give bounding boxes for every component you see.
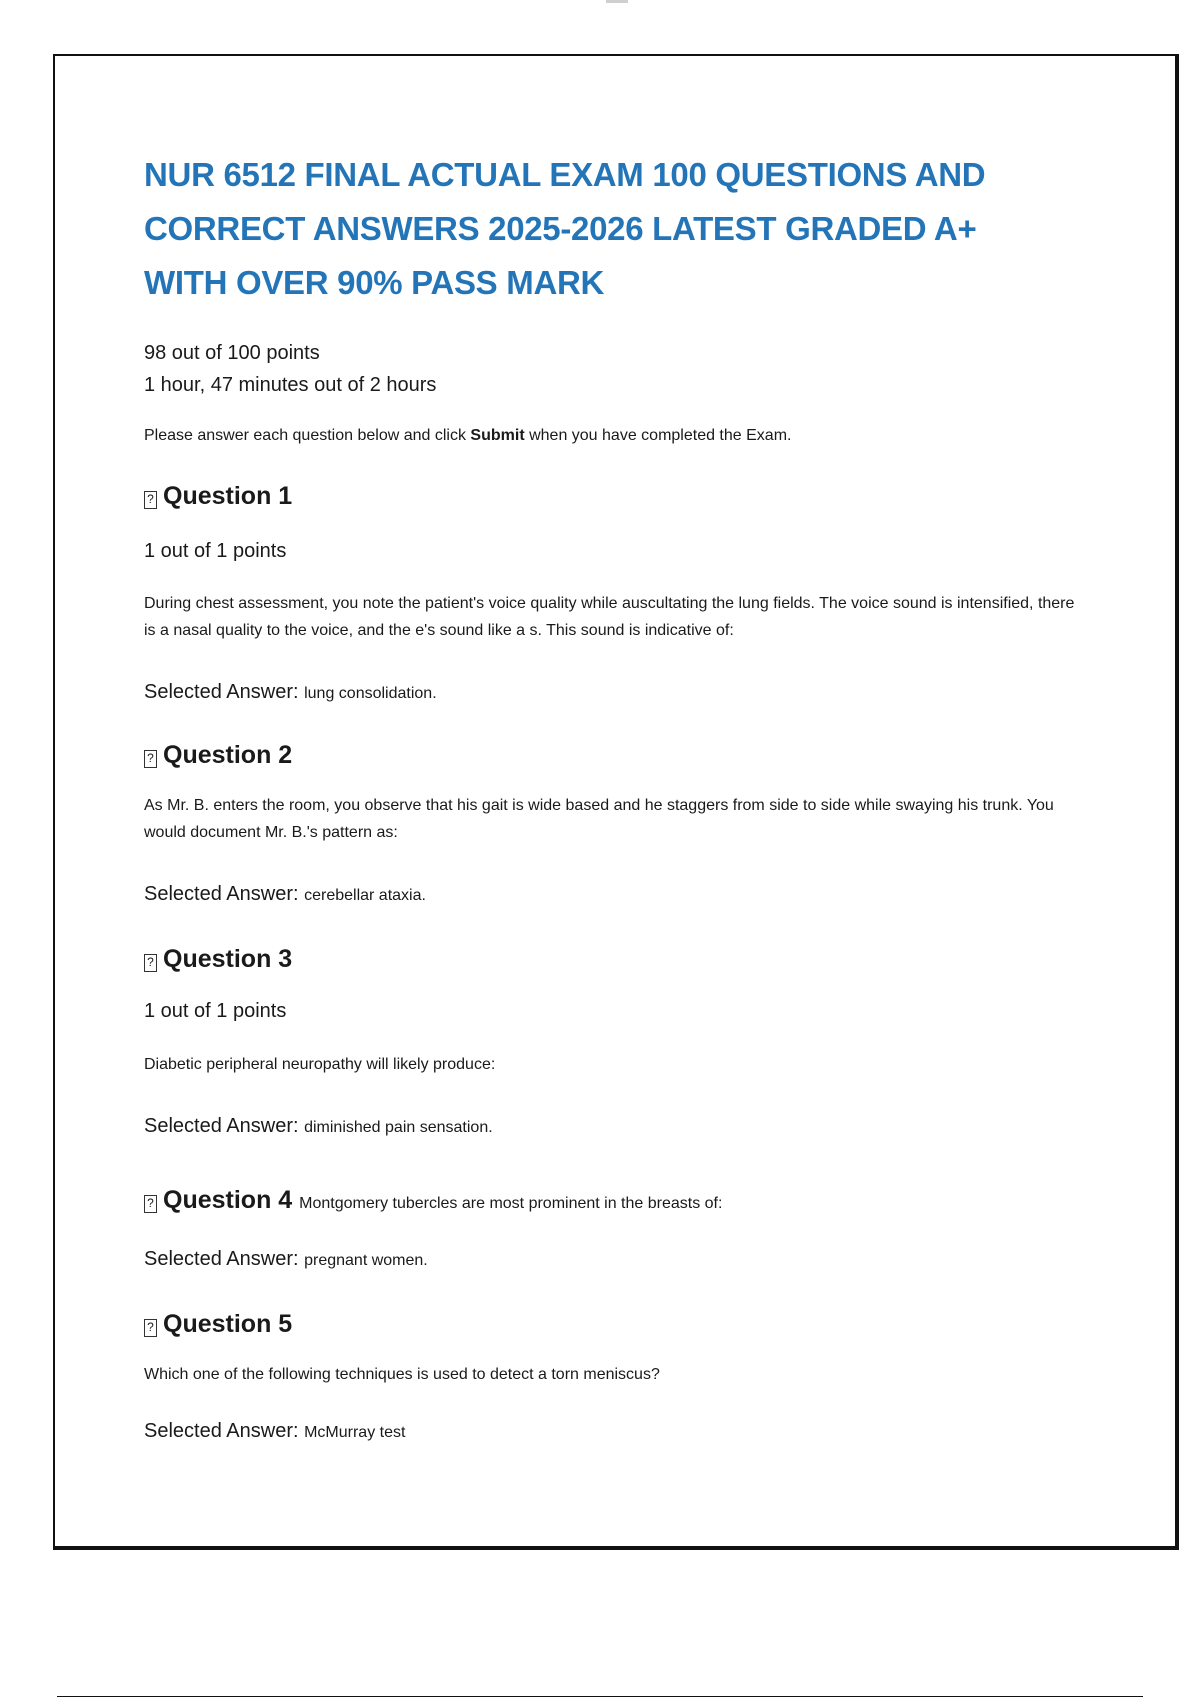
- answer-label: Selected Answer:: [144, 1420, 299, 1442]
- question-title: Question 2: [163, 741, 293, 769]
- question-5-answer: [144, 1420, 405, 1443]
- question-title: Question 5: [163, 1310, 293, 1338]
- top-rule: [53, 55, 1143, 56]
- submit-keyword: Submit: [470, 427, 525, 444]
- time-text: 1 hour, 47 minutes out of 2 hours: [144, 374, 437, 396]
- question-1-points: 1 out of 1 points: [144, 540, 287, 562]
- instruction-after: when you have completed the Exam.: [524, 427, 792, 444]
- question-2-heading: [144, 741, 292, 770]
- question-5-text: Which one of the following techniques is used to detect a torn meniscus?: [144, 1366, 660, 1383]
- title-line: WITH OVER 90% PASS MARK: [144, 264, 605, 301]
- question-1-heading: [144, 482, 292, 511]
- question-3-answer: [144, 1115, 493, 1138]
- question-3-heading: [144, 945, 292, 974]
- question-2-text: As Mr. B. enters the room, you observe that his gait is wide based and he staggers from side to side while swaying his trunk. You would document Mr. B.'s pattern as:: [144, 797, 1054, 841]
- question-4-heading: [144, 1186, 722, 1215]
- answer-value: McMurray test: [304, 1424, 406, 1441]
- question-5-heading: [144, 1310, 292, 1339]
- answer-value: diminished pain sensation.: [304, 1119, 493, 1136]
- missing-glyph-icon: ?: [144, 1319, 157, 1337]
- question-1-answer: [144, 681, 437, 704]
- page-title: [144, 148, 1104, 310]
- missing-glyph-icon: ?: [144, 750, 157, 768]
- bottom-rule: [57, 1696, 1143, 1697]
- missing-glyph-icon: ?: [144, 1195, 157, 1213]
- question-title: Question 1: [163, 482, 293, 510]
- title-line: CORRECT ANSWERS 2025-2026 LATEST GRADED A+: [144, 210, 977, 247]
- instruction-before: Please answer each question below and click: [144, 427, 471, 444]
- question-2-answer: [144, 883, 426, 906]
- missing-glyph-icon: ?: [144, 954, 157, 972]
- answer-value: cerebellar ataxia.: [304, 887, 426, 904]
- question-title: Question 4: [163, 1186, 293, 1214]
- answer-value: lung consolidation.: [304, 685, 437, 702]
- instruction-text: [144, 427, 791, 445]
- question-title: Question 3: [163, 945, 293, 973]
- question-4-text: Montgomery tubercles are most prominent in the breasts of:: [299, 1195, 723, 1212]
- question-1-text: During chest assessment, you note the patient's voice quality while auscultating the lung fields. The voice sound is intensified, there is a nasal quality to the voice, and the e's sound like a s. This sound is indicative of:: [144, 595, 1075, 639]
- answer-value: pregnant women.: [304, 1252, 428, 1269]
- score-text: 98 out of 100 points: [144, 342, 320, 364]
- question-3-text: Diabetic peripheral neuropathy will likely produce:: [144, 1056, 496, 1073]
- answer-label: Selected Answer:: [144, 681, 299, 703]
- question-4-answer: [144, 1248, 428, 1271]
- answer-label: Selected Answer:: [144, 883, 299, 905]
- answer-label: Selected Answer:: [144, 1115, 299, 1137]
- page-top-mark: [606, 0, 628, 3]
- title-line: NUR 6512 FINAL ACTUAL EXAM 100 QUESTIONS AND: [144, 156, 986, 193]
- answer-label: Selected Answer:: [144, 1248, 299, 1270]
- missing-glyph-icon: ?: [144, 491, 157, 509]
- question-3-points: 1 out of 1 points: [144, 1000, 287, 1022]
